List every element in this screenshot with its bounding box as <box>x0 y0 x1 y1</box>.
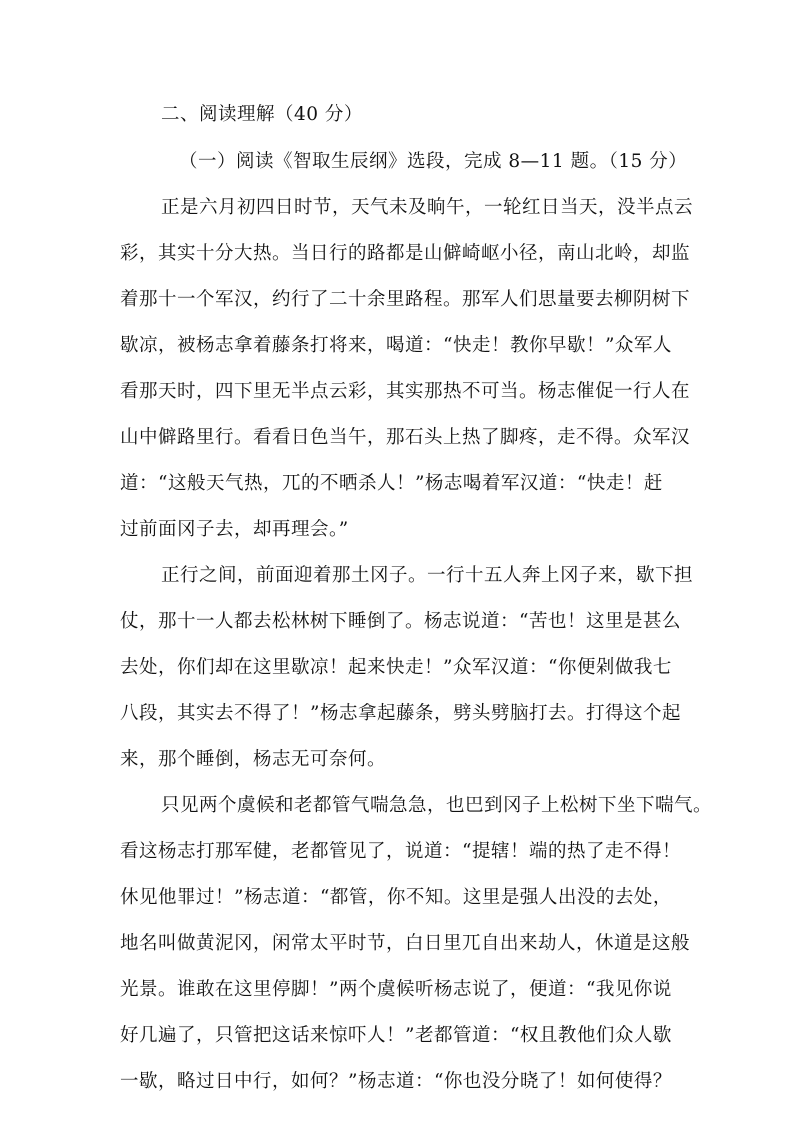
paragraph-line: 正行之间，前面迎着那土冈子。一行十五人奔上冈子来，歇下担 <box>161 565 694 586</box>
paragraph-line: 休见他罪过！”杨志道：“都管，你不知。这里是强人出没的去处， <box>120 887 672 908</box>
paragraph-line: 好几遍了，只管把这话来惊吓人！”老都管道：“权且教他们众人歇 <box>120 1025 672 1046</box>
paragraph-line: 道：“这般天气热，兀的不晒杀人！”杨志喝着军汉道：“快走！赶 <box>120 473 663 494</box>
paragraph-line: 正是六月初四日时节，天气未及晌午，一轮红日当天，没半点云 <box>161 197 694 218</box>
paragraph-line: 着那十一个军汉，约行了二十余里路程。那军人们思量要去柳阴树下 <box>120 289 691 310</box>
paragraph-line: 地名叫做黄泥冈，闲常太平时节，白日里兀自出来劫人，休道是这般 <box>120 933 691 954</box>
paragraph-line: 去处，你们却在这里歇凉！起来快走！”众军汉道：“你便剁做我七 <box>120 657 672 678</box>
paragraph-line: 一歇，略过日中行，如何？”杨志道：“你也没分晓了！如何使得？ <box>120 1071 672 1092</box>
paragraph-line: 看这杨志打那军健，老都管见了，说道：“提辖！端的热了走不得！ <box>120 841 681 862</box>
paragraph-line: 来，那个睡倒，杨志无可奈何。 <box>120 749 387 770</box>
paragraph-line: 山中僻路里行。看看日色当午，那石头上热了脚疼，走不得。众军汉 <box>120 427 691 448</box>
section-heading: 二、阅读理解（40 分） <box>161 104 363 125</box>
paragraph-line: 看那天时，四下里无半点云彩，其实那热不可当。杨志催促一行人在 <box>120 381 691 402</box>
paragraph-line: 彩，其实十分大热。当日行的路都是山僻崎岖小径，南山北岭，却监 <box>120 243 691 264</box>
paragraph-line: 过前面冈子去，却再理会。” <box>120 519 349 540</box>
paragraph-line: 歇凉，被杨志拿着藤条打将来，喝道：“快走！教你早歇！”众军人 <box>120 335 672 356</box>
paragraph-line: 只见两个虞候和老都管气喘急急，也巴到冈子上松树下坐下喘气。 <box>161 795 713 816</box>
paragraph-line: 仗，那十一人都去松林树下睡倒了。杨志说道：“苦也！这里是甚么 <box>120 611 681 632</box>
paragraph-line: 光景。谁敢在这里停脚！”两个虞候听杨志说了，便道：“我见你说 <box>120 979 672 1000</box>
paragraph-line: 八段，其实去不得了！”杨志拿起藤条，劈头劈脑打去。打得这个起 <box>120 703 681 724</box>
question-subheading: （一）阅读《智取生辰纲》选段，完成 8—11 题。（15 分） <box>179 151 688 172</box>
